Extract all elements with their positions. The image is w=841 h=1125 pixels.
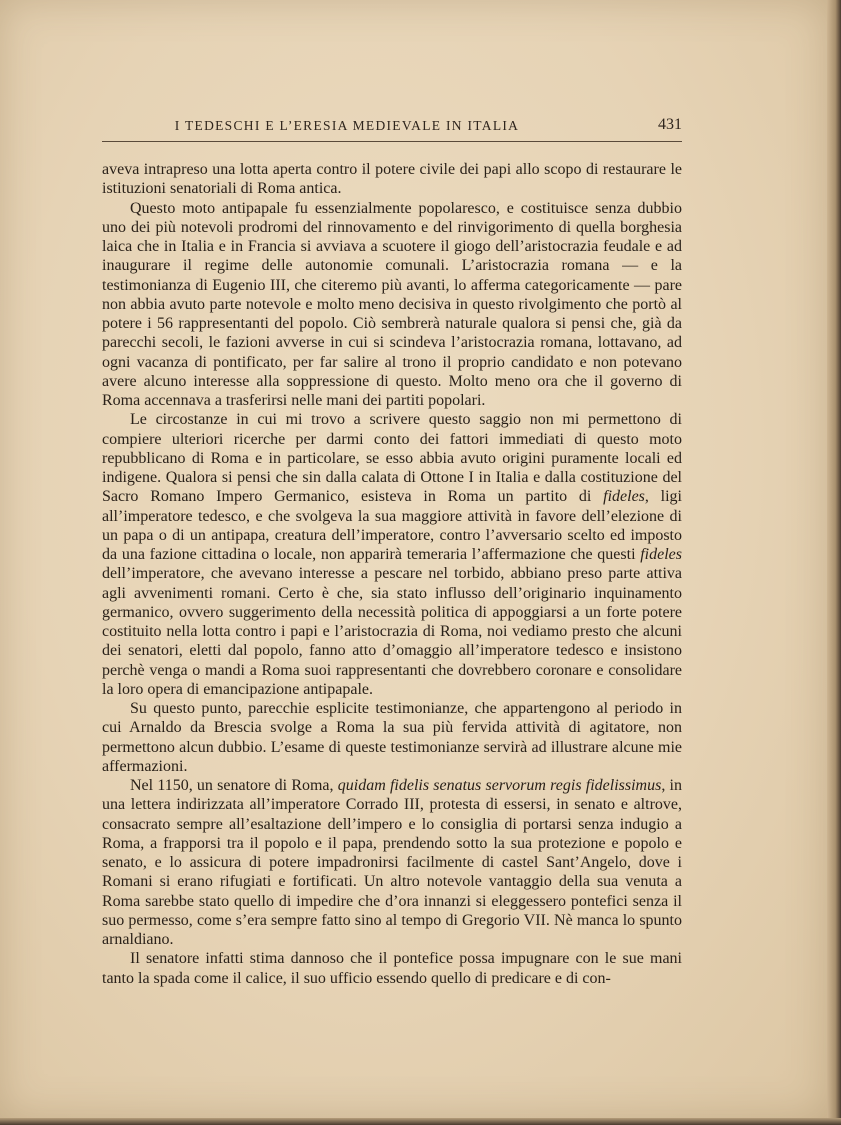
text-segment: Le circostanze in cui mi trovo a scrivere questo saggio non mi permettono di compiere ulteriori ricerche per darmi conto dei fattori immediati di questo moto repubblicano di Roma e in particolare, se esso abbia avuto origini puramente locali ed indigene. Qualora si pensi che sin dalla calata di Ottone I in Italia e dalla costituzione del Sacro Romano Impero Germanico, esisteva in Roma un partito di (102, 411, 682, 506)
paragraph (102, 410, 682, 699)
running-title: I TEDESCHI E L’ERESIA MEDIEVALE IN ITALIA (174, 118, 520, 133)
text-segment: dell’imperatore, che avevano interesse a pescare nel torbido, abbiano preso parte attiva agli avvenimenti romani. Certo è che, sia stato influsso dell’originario inquinamento germanico, ovvero suggerimento della necessità politica di appoggiarsi a un forte potere costituito nella lotta contro i papi e l’aristocrazia di Roma, noi vediamo presto che alcuni dei senatori, eletti dal popolo, fanno atto d’omaggio all’imperatore tedesco e insistono perchè venga o mandi a Roma suoi rappresentanti che dovrebbero coronare e consolidare la loro opera di emancipazione antipapale. (102, 565, 682, 698)
paragraph (102, 699, 682, 776)
text-segment: , in una lettera indirizzata all’imperatore Corrado III, protesta di essersi, in senato e altrove, consacrato sempre all’esaltazione dell’impero e lo consiglia di portarsi senza indugio a Roma, a frapporsi tra il popolo e il papa, prendendo sotto la sua protezione e popolo e senato, e lo assicura di potere impadronirsi facilmente di castel Sant’Angelo, dove i Romani si erano rifugiati e fortificati. Un altro notevole vantaggio della sua venuta a Roma sarebbe stato quello di impedire che d’ora innanzi si eleggessero pontefici senza il suo permesso, come s’era sempre fatto sino al tempo di Gregorio VII. Nè manca lo spunto arnaldiano. (102, 777, 682, 948)
italic-text-segment: quidam fidelis senatus servorum regis fidelissimus (337, 777, 662, 794)
italic-text-segment: fideles (603, 488, 645, 506)
paragraph (102, 199, 682, 411)
text-segment: Il senatore infatti stima dannoso che il pontefice possa impugnare con le sue mani tanto la spada come il calice, il suo ufficio essendo quello di predicare e di con- (102, 950, 682, 987)
page-number: 431 (658, 116, 682, 133)
paragraph (102, 160, 682, 199)
paragraph (102, 949, 682, 988)
text-segment: Nel 1150, un senatore di Roma, (130, 777, 338, 794)
text-segment: , ligi all’imperatore tedesco, e che svolgeva la sua maggiore attività in favore dell’elezione di un papa o di un antipapa, creatura dell’imperatore, contro l’avversario scelto ed imposto da una fazione cittadina o locale, non apparirà temeraria l’affermazione che questi (102, 488, 682, 563)
page-edge-right (827, 0, 841, 1125)
body-text (102, 160, 682, 988)
text-segment: Su questo punto, parecchie esplicite testimonianze, che appartengono al periodo in cui Arnaldo da Brescia svolge a Roma la sua più fervida attività di agitatore, non permettono alcun dubbio. L’esame di queste testimonianze servirà ad illustrare alcune mie affermazioni. (102, 700, 682, 775)
paragraph (102, 776, 682, 949)
italic-text-segment: fideles (640, 546, 682, 563)
text-segment: Questo moto antipapale fu essenzialmente popolaresco, e costituisce senza dubbio uno dei più notevoli prodromi del rinnovamento e del rinvigorimento di quella borghesia laica che in Italia e in Francia si avviava a scuotere il giogo dell’aristocrazia feudale e ad inaugurare il regime delle autonomie comunali. L’aristocrazia romana — e la testimonianza di Eugenio III, che citeremo più avanti, lo afferma categoricamente — pare non abbia avuto parte notevole e molto meno decisiva in questo rivolgimento che portò al potere i 56 rappresentanti del popolo. Ciò sembrerà naturale qualora si pensi che, già da parecchi secoli, le fazioni avverse in cui si scindeva l’aristocrazia romana, lottavano, ad ogni vacanza di pontificato, per far salire al trono il proprio candidato e non potevano avere alcuno interesse alla soppressione di questo. Molto meno ora che il governo di Roma accennava a trasferirsi nelle mani dei partiti popolari. (102, 199, 682, 409)
page-edge-bottom (0, 1118, 841, 1125)
running-header (102, 113, 682, 142)
text-segment: aveva intrapreso una lotta aperta contro il potere civile dei papi allo scopo di restaurare le istituzioni senatoriali di Roma antica. (102, 161, 682, 198)
